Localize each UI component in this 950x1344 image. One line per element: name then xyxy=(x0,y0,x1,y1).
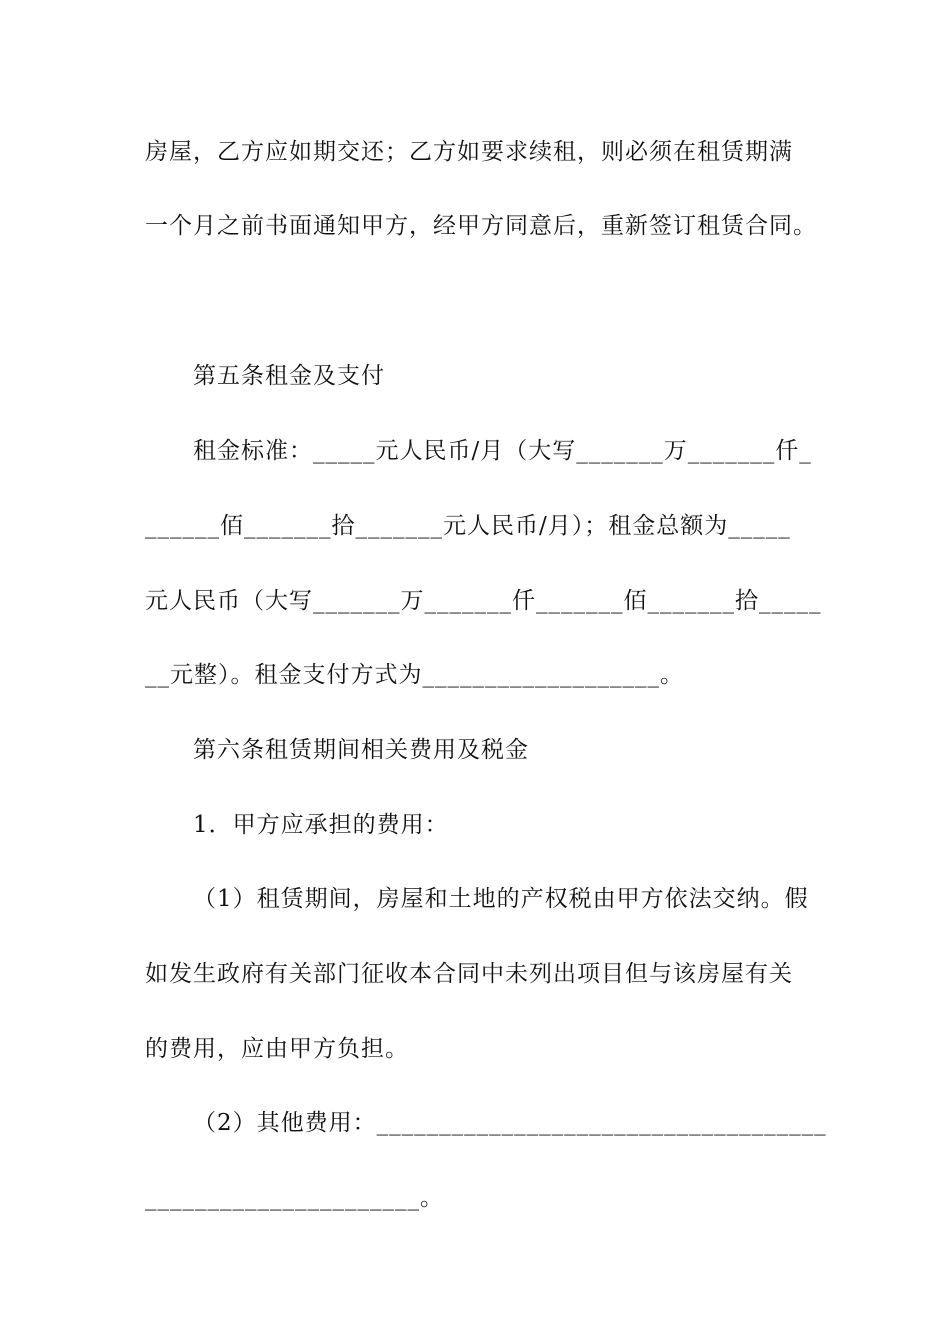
paragraph-line: 的费用，应由甲方负担。 xyxy=(145,1036,409,1062)
section-heading: 第六条租赁期间相关费用及税金 xyxy=(193,737,529,763)
paragraph-line: （1）租赁期间，房屋和土地的产权税由甲方依法交纳。假 xyxy=(193,886,809,912)
section-heading: 第五条租金及支付 xyxy=(193,363,385,389)
list-item: 1．甲方应承担的费用： xyxy=(193,812,449,838)
paragraph-line: 如发生政府有关部门征收本合同中未列出项目但与该房屋有关 xyxy=(145,961,793,987)
paragraph-line: （2）其他费用：____________________________________ xyxy=(193,1110,827,1136)
paragraph-line: 房屋，乙方应如期交还；乙方如要求续租，则必须在租赁期满 xyxy=(145,139,793,165)
paragraph-line: 一个月之前书面通知甲方，经甲方同意后，重新签订租赁合同。 xyxy=(145,213,817,239)
paragraph-line: 元人民币（大写_______万_______仟_______佰_______拾_____ xyxy=(145,588,822,614)
paragraph-line: ______佰_______拾_______元人民币/月）；租金总额为_____ xyxy=(145,513,791,539)
paragraph-line: __元整）。租金支付方式为___________________。 xyxy=(145,662,684,688)
paragraph-line: ______________________。 xyxy=(145,1185,444,1211)
paragraph-line: 租金标准：_____元人民币/月（大写_______万_______仟_ xyxy=(193,438,812,464)
